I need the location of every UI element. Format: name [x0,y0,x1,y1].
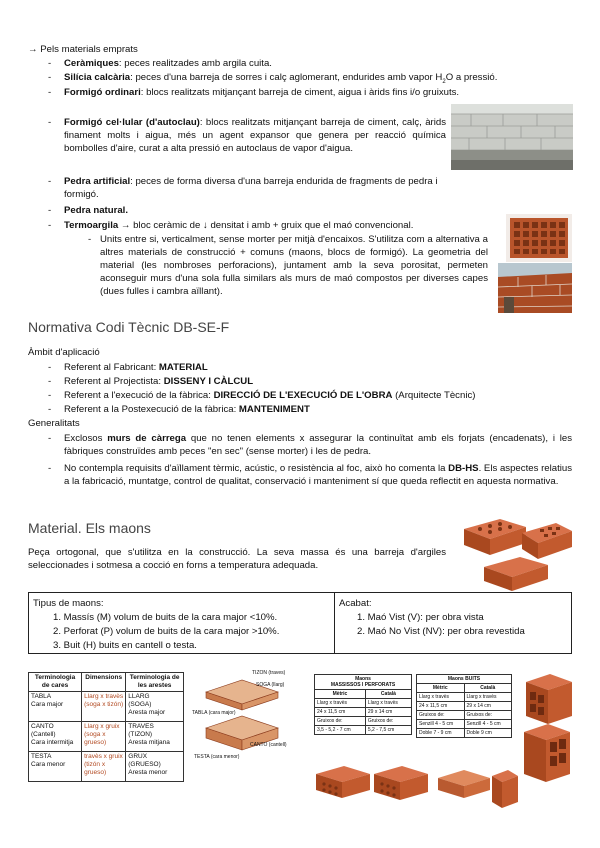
list-item [64,57,584,70]
materials-intro: → Pels materials emprats [28,44,138,55]
table-cell: TABLA Cara major [29,692,82,722]
item-text: Referent a l'execució de la fàbrica: [64,390,214,401]
table-cell: Gruixos de: [464,711,512,720]
brick-diagram-drawing [192,670,304,766]
table-subtitle: MASSISSOS I PERFORATS [330,682,396,688]
table-header: Català [464,684,512,693]
generalitats-item [64,432,572,458]
table-cell: Gruixos de: [365,717,411,726]
table-cell: 24 x 11,5 cm [417,702,465,711]
termoargila-description: Units entre si, verticalment, sense morter per mitjà d'encaixos. S'utilitza com a alternativa a altres materials de construcció + comuns (maons, blocs de formigó). La geometria del material (les nombroses perforacions), juntament amb la seva porositat, permeten aconseguir murs d'una sola fulla similars als murs de maó compostos per diverses capes (dues fulles i cambra aïllant). [100,234,488,297]
list-item [64,403,310,416]
table-cell: LLARG (SOGA) Aresta major [126,692,184,722]
table-cell: Gruixos de: [315,717,366,726]
table-cell: TESTA Cara menor [29,752,82,782]
list-item [64,116,446,155]
aerated-concrete-wall-photo [451,104,573,170]
acabat-item: 2. Maó No Vist (NV): per obra revestida [357,626,525,637]
item-text: Exclosos [64,433,108,444]
bullet-dash: - [48,362,52,373]
tipus-item: 2. Perforat (P) volum de buits de la cara major >10%. [53,626,280,637]
list-item [64,389,475,402]
table-cell: Llarg x travès [417,693,465,702]
table-row [315,675,412,690]
table-cell: Llarg x travès [315,699,366,708]
term: Silícia calcària [64,72,131,83]
subscript: 2 [442,78,446,85]
table-header: Dimensions [82,673,126,692]
table-title-text: Maons [355,676,371,682]
table-cell: Doble 7 - 9 cm [417,729,465,738]
box-divider [334,593,335,653]
termoargila-wall-photo [498,263,572,313]
table-cell: TRAVES (TIZON) Aresta mitjana [126,722,184,752]
item-text: Referent al Fabricant: [64,362,159,373]
table-cell: 24 x 11,5 cm [315,708,366,717]
table-row [417,693,512,702]
list-item [64,375,253,388]
list-item [64,204,128,217]
table-row [29,752,184,782]
maons-massissos-table [314,674,412,735]
diagram-label: SOGA (llarg) [256,682,285,688]
table-cell: Senzill 4 - 5 cm [417,720,465,729]
generalitats-item [64,462,572,488]
item-bold: DB-HS [448,463,479,474]
tipus-item: 3. Buit (H) buits en cantell o testa. [53,640,197,651]
item-bold: murs de càrrega [107,433,187,444]
bricks-photo [460,515,574,595]
item-bold: DISSENY I CÀLCUL [163,376,254,387]
table-cell: travès x gruix (tizón x grueso) [82,752,126,782]
table-row [315,699,412,708]
table-cell: CANTO (Cantell) Cara intermitja [29,722,82,752]
term-desc: : peces de forma diversa d'una barreja endurida de fragments de pedra i formigó. [64,176,438,200]
tipus-label: Tipus de maons: [33,598,104,609]
term-desc: : peces realitzades amb argila cuita. [118,58,272,69]
table-title [315,675,412,690]
item-bold: MANTENIMENT [238,404,310,415]
item-text: Referent a la Postexecució de la fàbrica: [64,404,239,415]
list-item [64,86,584,99]
table-header: Català [365,690,411,699]
table-cell: Llarg x travès (soga x tizón) [82,692,126,722]
bullet-dash: - [48,390,52,401]
term: Pedra artificial [64,176,131,187]
termoargila-block-photo [506,214,572,262]
bullet-dash: - [48,87,52,98]
table-cell: Doble 9 cm [464,729,512,738]
item-text: (Arquitecte Tècnic) [392,390,476,401]
table-row [29,692,184,722]
bullet-dash: - [48,176,52,187]
section-heading-normativa: Normativa Codi Tècnic DB-SE-F [28,319,230,335]
table-cell: Llarg x travès [365,699,411,708]
table-row [315,717,412,726]
table-row [417,711,512,720]
bullet-dash: - [48,433,52,444]
list-item [64,175,446,201]
term: Ceràmiques [64,58,119,69]
table-cell: Gruixos de: [417,711,465,720]
bullet-dash: - [48,72,52,83]
acabat-item: 1. Maó Vist (V): per obra vista [357,612,484,623]
terminology-table [28,672,184,782]
item-bold: DIRECCIÓ DE L'EXECUCIÓ DE L'OBRA [213,390,393,401]
table-cell: 29 x 14 cm [464,702,512,711]
table-cell: Senzill 4 - 5 cm [464,720,512,729]
bullet-dash: - [48,205,52,216]
tipus-item: 1. Massís (M) volum de buits de la cara major <10%. [53,612,278,623]
section-heading-maons: Material. Els maons [28,520,151,536]
term: Formigó ordinari [64,87,141,98]
diagram-label: TABLA (cara major) [192,710,236,716]
brick-faces-diagram [192,670,304,766]
ambit-label: Àmbit d'aplicació [28,347,100,358]
table-row [417,729,512,738]
term: Formigó cel·lular (d'autoclau) [64,117,200,128]
bullet-dash: - [48,58,52,69]
diagram-label: TIZON (traves) [252,670,286,676]
tipus-acabat-box [28,592,572,654]
bullet-dash: - [48,376,52,387]
maons-buits-table [416,674,512,738]
table-row [417,720,512,729]
bullet-dash: - [48,463,52,474]
term-desc: → bloc ceràmic de ↓ densitat i amb + gruix que el maó convencional. [118,220,414,231]
bullet-dash: - [48,117,52,128]
table-cell: 29 x 14 cm [365,708,411,717]
table-row [315,726,412,735]
table-cell: 3,5 - 5,2 - 7 cm [315,726,366,735]
term-desc: : blocs realitzats mitjançant barreja de ciment, aigua i àrids fins i/o gruixuts. [140,87,460,98]
table-header: Terminologia de les arestes [126,673,184,692]
maons-paragraph: Peça ortogonal, que s'utilitza en la construcció. La seva massa és una barreja d'argiles seleccionades i sotmesa a cocció en forns a temperatura adequada. [28,547,446,571]
table-header: Terminologia de cares [29,673,82,692]
item-text: . Els aspectes relatius a la fabricació, muntatge, control de qualitat, conservació i manteniment sí que queda reflectit en aquesta normativa. [64,463,572,487]
bullet-dash: - [88,234,92,245]
list-item [64,361,208,374]
bullet-dash: - [48,220,52,231]
table-row [315,690,412,699]
table-header: Mètric [315,690,366,699]
item-text: Referent al Projectista: [64,376,164,387]
item-text: que no tenen elements x assegurar la continuïtat amb els forjats (encadenats), i les fàbriques construïdes amb peces "en sec" (sense morter) i les de pedra. [64,433,573,457]
table-cell: Llarg x travès [464,693,512,702]
bullet-dash: - [48,404,52,415]
table-cell: GRUX (GRUESO) Aresta menor [126,752,184,782]
acabat-label: Acabat: [339,598,372,609]
term-desc: O a pressió. [445,72,498,83]
table-row [29,722,184,752]
generalitats-label: Generalitats [28,418,80,429]
term: Pedra natural. [64,205,128,216]
term-desc: : peces d'una barreja de sorres i calç aglomerant, endurides amb vapor H [130,72,443,83]
table-header: Mètric [417,684,465,693]
diagram-label: CANTO (cantell) [250,742,287,748]
table-row [417,702,512,711]
table-header-row [29,673,184,692]
term-desc: : blocs realitzats mitjançant barreja de ciment, calç, àrids finament molts i aigua, més un agent expansor que genera per reacció química bombolles d'aire, curat a alta pressió en autoclaus de vapor d'aigua. [64,117,446,154]
table-cell: 5,2 - 7,5 cm [365,726,411,735]
table-row [417,675,512,684]
table-row [315,708,412,717]
bricks-row-photo [314,754,520,814]
item-text: No contempla requisits d'aïllament tèrmic, acústic, o resistència al foc, això ho comenta la [64,463,449,474]
list-item [64,219,494,232]
table-row [417,684,512,693]
table-cell: Llarg x gruix (soga x grueso) [82,722,126,752]
item-bold: MATERIAL [158,362,208,373]
table-title: Maons BUITS [417,675,512,684]
term: Termoargila [64,220,119,231]
diagram-label: TESTA (cara menor) [194,754,240,760]
hollow-bricks-stack-photo [522,672,574,788]
